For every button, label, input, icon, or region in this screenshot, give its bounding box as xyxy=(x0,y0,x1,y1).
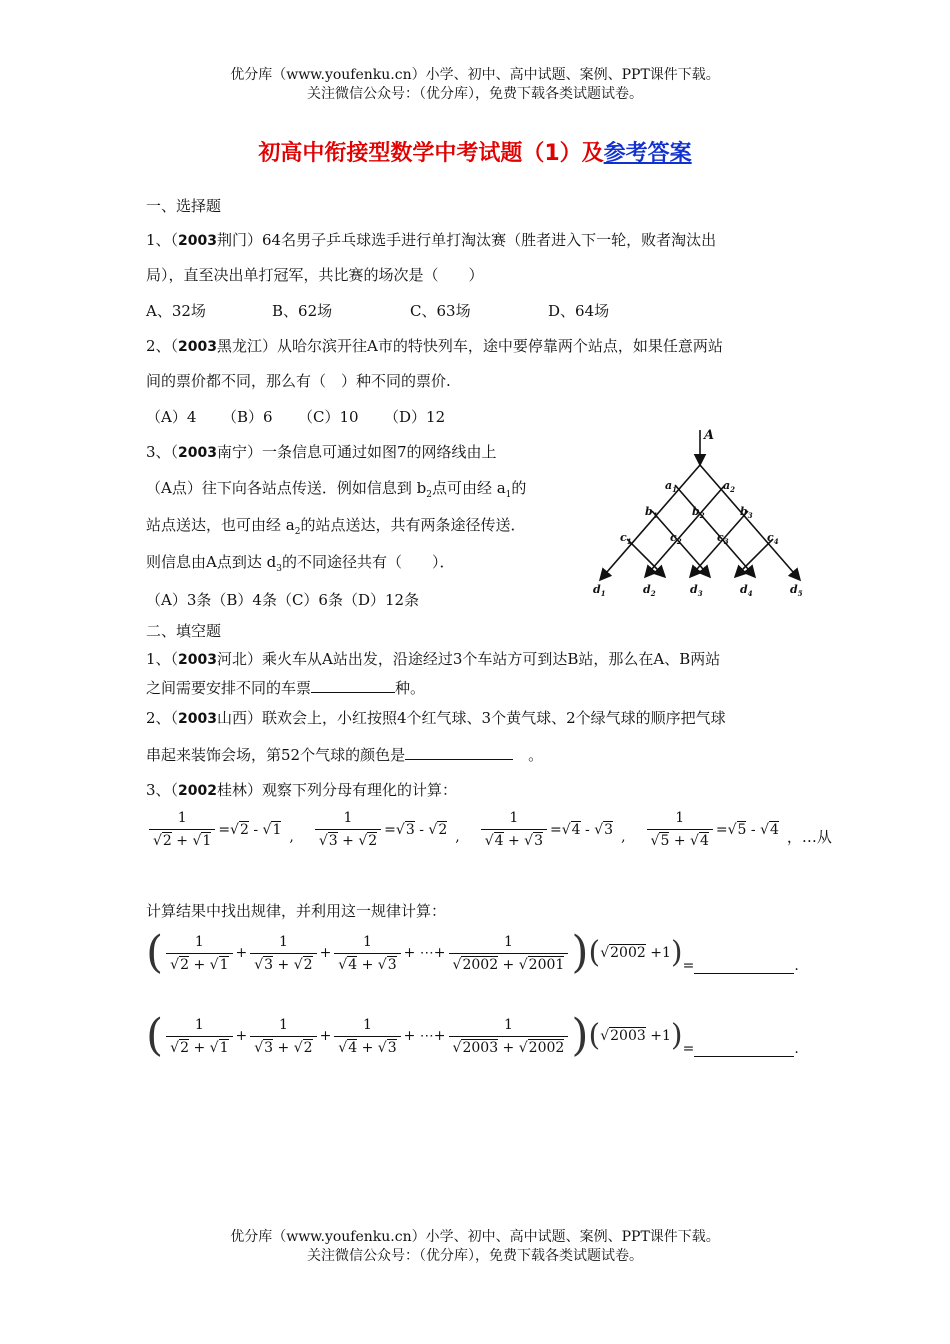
s1-q1-option-a: A、32场 xyxy=(146,302,206,320)
s2-q2-line2: 串起来装饰会场，第52个气球的颜色是 。 xyxy=(146,746,544,764)
node-c4: $c_4$ xyxy=(767,531,779,546)
node-c3: $c_3$ xyxy=(717,531,729,546)
node-d2: $d_2$ xyxy=(643,583,656,598)
node-a2: $a_2$ xyxy=(723,479,736,494)
node-d1: $d_1$ xyxy=(593,583,606,598)
node-b2: $b_2$ xyxy=(692,505,705,520)
header-line-1: 优分库（www.youfenku.cn）小学、初中、高中试题、案例、PPT课件下载。 xyxy=(230,67,720,83)
answer-link[interactable]: 参考答案 xyxy=(603,141,692,166)
answer-blank[interactable] xyxy=(694,1042,794,1057)
header-line-2: 关注微信公众号：（优分库），免费下载各类试题试卷。 xyxy=(307,86,643,102)
node-d3: $d_3$ xyxy=(690,583,703,598)
example-4: $\frac{1}{√5 + √4}$ xyxy=(647,810,713,849)
s2-q3-line3: 计算结果中找出规律，并利用这一规律计算： xyxy=(146,902,447,920)
s1-q1-line2: 局），直至决出单打冠军，共比赛的场次是（ ） xyxy=(146,266,484,284)
s1-q3-options: （A）3条（B）4条（C）6条（D）12条 xyxy=(146,591,420,609)
s1-q1-line1: 1、（2003荆门）64名男子乒乓球选手进行单打淘汰赛（胜者进入下一轮，败者淘汰出 xyxy=(146,231,717,249)
expression-1: ( $\frac{1}{√2 + √1}$ + $\frac{1}{√3 + √2}$ + $\frac{1}{√4 + √3}$ + ⋯+ $\frac{1}{√2002 + √2001}$ ) ( √2002 +1 ) = . xyxy=(146,927,799,978)
expression-2: ( $\frac{1}{√2 + √1}$ + $\frac{1}{√3 + √2}$ + $\frac{1}{√4 + √3}$ + ⋯+ $\frac{1}{√2003 + √2002}$ ) ( √2003 +1 ) = . xyxy=(146,1010,799,1061)
s1-q2-option-b: （B）6 xyxy=(222,408,273,426)
s2-q1-line1: 1、（2003河北）乘火车从A站出发，沿途经过3个车站方可到达B站，那么在A、B两站 xyxy=(146,650,721,668)
example-1: $\frac{1}{√2 + √1}$ xyxy=(149,810,215,849)
s1-q1-option-b: B、62场 xyxy=(272,302,333,320)
network-figure xyxy=(585,425,815,600)
s1-q2-line2: 间的票价都不同，那么有（ ）种不同的票价. xyxy=(146,372,451,390)
node-a1: $a_1$ xyxy=(665,479,678,494)
s2-q1-line2: 之间需要安排不同的车票 种。 xyxy=(146,679,426,697)
node-c2: $c_2$ xyxy=(670,531,682,546)
footer-line-1: 优分库（www.youfenku.cn）小学、初中、高中试题、案例、PPT课件下载。 xyxy=(230,1229,720,1245)
s1-q2-option-a: （A）4 xyxy=(146,408,197,426)
node-c1: $c_1$ xyxy=(620,531,632,546)
answer-blank[interactable] xyxy=(311,678,395,693)
s2-q2-line1: 2、（2003山西）联欢会上，小红按照4个红气球、3个黄气球、2个绿气球的顺序把气球 xyxy=(146,709,726,727)
node-A: A xyxy=(704,428,715,443)
rationalization-examples: $\frac{1}{√2 + √1}$ =√2 - √1 , $\frac{1}{√3 + √2}$ =√3 - √2 , $\frac{1}{√4 + √3}$ =√4 - √3 , $\frac{1}{√5 + √4}$ =√5 - √4 ，…从 xyxy=(146,810,832,849)
example-3: $\frac{1}{√4 + √3}$ xyxy=(481,810,547,849)
s1-q2-line1: 2、（2003黑龙江）从哈尔滨开往A市的特快列车，途中要停靠两个站点，如果任意两站 xyxy=(146,337,723,355)
section2-heading: 二、填空题 xyxy=(146,622,222,640)
title-main: 初高中衔接型数学中考试题（1）及 xyxy=(258,141,604,166)
answer-blank[interactable] xyxy=(405,745,513,760)
s1-q3-line4: 则信息由A点到达 $d_3$的不同途径共有（ ）． xyxy=(146,553,455,574)
section1-heading: 一、选择题 xyxy=(146,197,222,215)
answer-blank[interactable] xyxy=(694,959,794,974)
page-title xyxy=(0,136,950,167)
s1-q1-option-d: D、64场 xyxy=(548,302,610,320)
node-b1: $b_1$ xyxy=(645,505,658,520)
node-d4: $d_4$ xyxy=(740,583,753,598)
node-b3: $b_3$ xyxy=(740,505,753,520)
s1-q3-line1: 3、（2003南宁）一条信息可通过如图7的网络线由上 xyxy=(146,443,497,461)
s2-q3-line1: 3、（2002桂林）观察下列分母有理化的计算： xyxy=(146,781,458,799)
s1-q3-line3: 站点送达，也可由经 $a_2$的站点送达，共有两条途径传送． xyxy=(146,516,526,537)
s1-q3-line2: （A点）往下向各站点传送．例如信息到 $b_2$点可由经 $a_1$的 xyxy=(146,479,527,500)
s1-q2-option-c: （C）10 xyxy=(298,408,359,426)
s1-q1-option-c: C、63场 xyxy=(410,302,471,320)
node-d5: $d_5$ xyxy=(790,583,803,598)
s1-q2-option-d: （D）12 xyxy=(384,408,446,426)
example-2: $\frac{1}{√3 + √2}$ xyxy=(315,810,381,849)
footer-line-2: 关注微信公众号：（优分库），免费下载各类试题试卷。 xyxy=(307,1248,643,1264)
